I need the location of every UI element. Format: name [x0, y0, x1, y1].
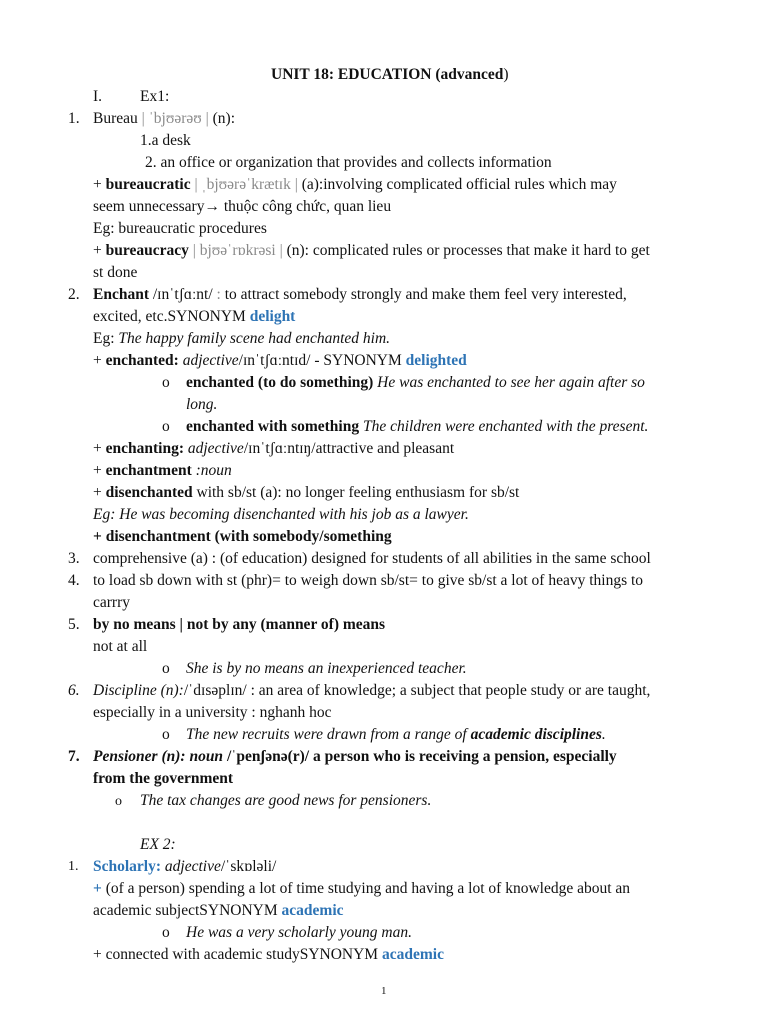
by-no-means-def: not at all	[93, 638, 148, 655]
entry-bureau: Bureau | ˈbjʊərəʊ | (n):	[93, 110, 236, 127]
bullet-icon: o	[162, 660, 170, 677]
enchanted-with-usage: enchanted with something The children were enchanted with the present.	[186, 418, 649, 435]
entry-load: to load sb down with st (phr)= to weigh down sb/st= to give sb/st a lot of heavy things to	[93, 572, 644, 589]
entry-by-no-means: by no means | not by any (manner of) means	[93, 616, 386, 633]
entry-comprehensive: comprehensive (a) : (of education) designed for students of all abilities in the same school	[93, 550, 651, 567]
discipline-example: The new recruits were drawn from a range of academic disciplines.	[186, 726, 606, 743]
disenchanted-example: Eg: He was becoming disenchanted with his job as a lawyer.	[93, 506, 469, 523]
bureaucratic-def-cont: seem unnecessary→ thuộc công chức, quan lieu	[93, 198, 392, 215]
bullet-icon: o	[162, 374, 170, 391]
bureau-sense-1: 1.a desk	[140, 132, 191, 149]
scholarly-example: He was a very scholarly young man.	[186, 924, 412, 941]
synonym-link: delighted	[405, 352, 467, 369]
enchant-def-cont: excited, etc.SYNONYM delight	[93, 308, 296, 325]
page-number: 1	[381, 985, 387, 997]
entry-disenchanted: + disenchanted with sb/st (a): no longer feeling enthusiasm for sb/st	[93, 484, 520, 501]
synonym-link: delight	[249, 308, 296, 325]
enchant-example: Eg: The happy family scene had enchanted him.	[93, 330, 391, 347]
item-number: 7.	[68, 748, 80, 765]
bureaucracy-def-cont: st done	[93, 264, 138, 281]
by-no-means-example: She is by no means an inexperienced teacher.	[186, 660, 467, 677]
bureau-sense-2: 2. an office or organization that provides and collects information	[145, 154, 552, 171]
entry-enchant: Enchant /ɪnˈtʃɑːnt/ : to attract somebody strongly and make them feel very interested,	[93, 286, 627, 303]
section-ex1: I.	[93, 88, 103, 105]
item-number: 6.	[68, 682, 80, 699]
item-number: 2.	[68, 286, 80, 303]
entry-bureaucracy: + bureaucracy | bjʊəˈrɒkrəsi | (n): complicated rules or processes that make it hard to get	[93, 242, 650, 259]
entry-enchantment: + enchantment :noun	[93, 462, 232, 479]
bullet-icon: o	[162, 924, 170, 941]
synonym-link: academic	[281, 902, 344, 919]
item-number: 3.	[68, 550, 80, 567]
bureaucratic-example: Eg: bureaucratic procedures	[93, 220, 267, 237]
entry-scholarly: Scholarly: adjective/ˈskɒləli/	[93, 858, 277, 875]
pensioner-example: The tax changes are good news for pensioners.	[140, 792, 432, 809]
entry-load-cont: carrry	[93, 594, 130, 611]
section-ex2-label: EX 2:	[140, 836, 176, 853]
entry-enchanting: + enchanting: adjective/ɪnˈtʃɑːntɪŋ/attractive and pleasant	[93, 440, 455, 457]
page-title: UNIT 18: EDUCATION (advanced)	[271, 66, 509, 83]
bullet-icon: o	[115, 794, 122, 809]
entry-discipline: Discipline (n):/ˈdɪsəplɪn/ : an area of knowledge; a subject that people study or are taught,	[93, 682, 651, 699]
synonym-link: academic	[381, 946, 444, 963]
scholarly-def-2: + connected with academic studySYNONYM academic	[93, 946, 444, 963]
item-number: 4.	[68, 572, 80, 589]
item-number: 1.	[68, 859, 79, 874]
entry-pensioner: Pensioner (n): noun /ˈpenʃənə(r)/ a person who is receiving a pension, especially	[93, 748, 617, 765]
item-number: 5.	[68, 616, 80, 633]
arrow-icon: →	[204, 198, 220, 215]
section-ex1-label: Ex1:	[140, 88, 170, 105]
bullet-icon: o	[162, 726, 170, 743]
bullet-icon: o	[162, 418, 170, 435]
item-number: 1.	[68, 110, 80, 127]
scholarly-def-1-cont: academic subjectSYNONYM academic	[93, 902, 344, 919]
enchanted-to-usage-cont: long.	[186, 396, 218, 413]
entry-enchanted: + enchanted: adjective/ɪnˈtʃɑːntɪd/ - SYNONYM delighted	[93, 352, 467, 369]
entry-bureaucratic: + bureaucratic | ˌbjʊərəˈkrætɪk | (a):involving complicated official rules which may	[93, 176, 617, 193]
discipline-def-cont: especially in a university : nghanh hoc	[93, 704, 332, 721]
pensioner-def-cont: from the government	[93, 770, 234, 787]
entry-disenchantment: + disenchantment (with somebody/something	[93, 528, 392, 545]
enchanted-to-usage: enchanted (to do something) He was enchanted to see her again after so	[186, 374, 645, 391]
scholarly-def-1: + (of a person) spending a lot of time studying and having a lot of knowledge about an	[93, 880, 631, 897]
